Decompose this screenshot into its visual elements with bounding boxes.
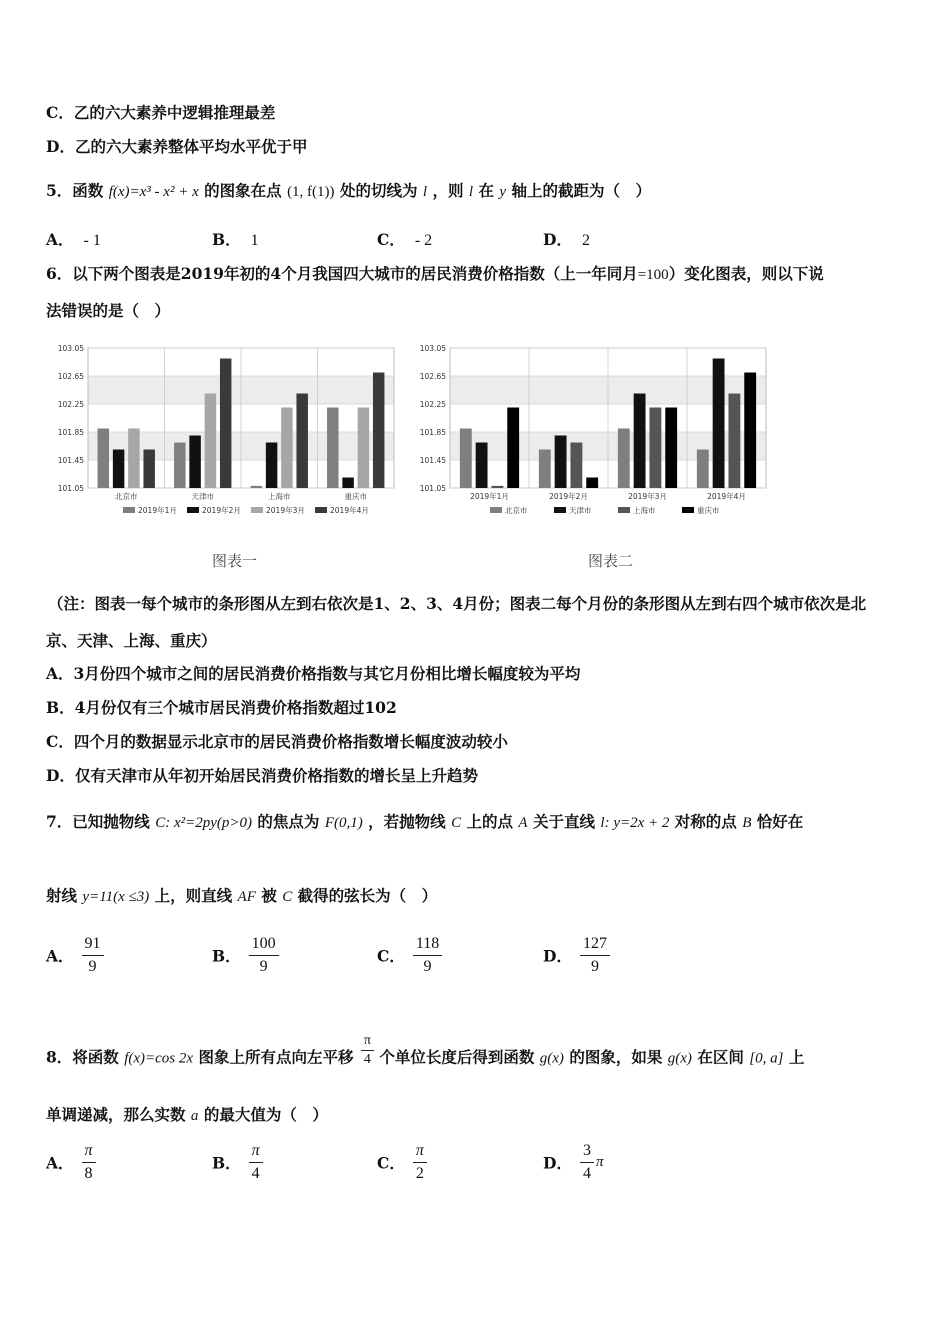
q6-eq: =100	[637, 267, 669, 283]
chart1-ytick-label: 101.05	[57, 484, 84, 493]
q7-option-0	[46, 933, 104, 978]
fraction-denominator: 4	[251, 1165, 260, 1182]
q6-option-d: D．仅有天津市从年初开始居民消费价格指数的增长呈上升趋势	[46, 766, 478, 785]
q8-text-f: 上	[788, 1047, 805, 1067]
q8-option-label: C．	[377, 1153, 405, 1173]
q7-option-fraction	[580, 933, 610, 978]
chart2-bar	[665, 408, 677, 489]
q7-option-label: A．	[46, 946, 74, 966]
q5-option-0	[46, 228, 101, 250]
chart2-bar	[728, 394, 740, 489]
q6-option-c: C．四个月的数据显示北京市的居民消费价格指数增长幅度波动较小	[46, 732, 508, 751]
chart1-legend-swatch	[123, 507, 135, 513]
q8-option-fraction	[580, 1140, 594, 1185]
chart1-bar	[205, 394, 216, 489]
q8-shift-num: π	[361, 1032, 374, 1051]
q8-text-b: 图象上所有点向左平移	[198, 1047, 354, 1067]
q5-option-value: - 2	[414, 232, 433, 249]
q5-text-b: 的图象在点	[204, 181, 282, 200]
fraction-numerator: 91	[82, 933, 104, 956]
fraction-denominator: 8	[84, 1165, 93, 1182]
q7-option-2	[377, 933, 442, 978]
chart1-bar	[113, 450, 124, 489]
chart2-ytick-label: 101.05	[419, 484, 446, 493]
q5-text-f: 轴上的截距为（ ）	[511, 181, 651, 200]
chart2-bar	[618, 429, 630, 489]
chart2-ytick-label: 101.45	[419, 456, 446, 465]
chart2-bar	[570, 443, 582, 489]
q8-text-h: 单调递减，那么实数	[46, 1105, 186, 1124]
chart1-category-label: 天津市	[191, 492, 214, 501]
q8-var-a: a	[190, 1108, 199, 1124]
q7-var-a: A	[518, 815, 528, 831]
chart1-bar	[342, 478, 353, 489]
chart1-legend-swatch	[251, 507, 263, 513]
chart2-category-label: 2019年3月	[628, 492, 667, 501]
q8-option-3	[543, 1140, 603, 1185]
question-5	[46, 180, 651, 203]
chart2-bar	[586, 478, 598, 489]
q7-text-b: 的焦点为	[257, 812, 320, 831]
q7-ray-expr: y=11(x ≤3)	[82, 889, 150, 905]
q5-option-label: D．	[543, 230, 572, 249]
q7-focus-expr: F(0,1)	[324, 815, 363, 831]
q7-text-a: 7．已知抛物线	[46, 812, 150, 831]
fraction-numerator: 118	[413, 933, 442, 956]
fraction-numerator: π	[413, 1140, 427, 1163]
chart1-bar	[174, 443, 185, 489]
q7-option-3	[543, 933, 610, 978]
chart2-ytick-label: 102.25	[419, 400, 446, 409]
chart1-bar	[327, 408, 338, 489]
q8-option-fraction	[413, 1140, 427, 1185]
q5-function-expr: f(x)=x³ - x² + x	[108, 184, 199, 200]
q5-option-1	[212, 228, 259, 250]
chart2-bar	[555, 436, 567, 489]
chart1-legend-label: 2019年2月	[202, 506, 241, 515]
chart2-category-label: 2019年2月	[549, 492, 588, 501]
q5-option-value: - 1	[83, 232, 101, 249]
chart1-ytick-label: 103.05	[57, 344, 84, 353]
q8-g-expr: g(x)	[539, 1050, 564, 1067]
chart1-legend-swatch	[315, 507, 327, 513]
fraction-numerator: 3	[580, 1140, 594, 1163]
chart2-legend-label: 北京市	[505, 506, 528, 515]
q5-option-value: 1	[250, 232, 259, 249]
question-7-line1	[46, 811, 803, 834]
chart2-bar	[476, 443, 488, 489]
q7-var-b: B	[742, 815, 752, 831]
chart2-legend-swatch	[490, 507, 502, 513]
q5-option-label: C．	[377, 230, 405, 249]
chart1-bar	[143, 450, 154, 489]
q6-option-a: A．3月份四个城市之间的居民消费价格指数与其它月份相比增长幅度较为平均	[46, 664, 581, 683]
q5-option-label: B．	[212, 230, 241, 249]
prev-option-c: C．乙的六大素养中逻辑推理最差	[46, 103, 276, 122]
chart1-ytick-label: 101.85	[57, 428, 84, 437]
q8-interval: [0, a]	[749, 1050, 784, 1067]
q7-option-label: D．	[543, 946, 572, 966]
chart1-bar	[98, 429, 109, 489]
fraction-denominator: 2	[415, 1165, 424, 1182]
chart2-ytick-label: 103.05	[419, 344, 446, 353]
fraction-numerator: 100	[249, 933, 279, 956]
q7-parabola-expr: C: x²=2py(p>0)	[155, 815, 252, 831]
fraction-denominator: 4	[582, 1165, 591, 1182]
q7-line-expr: l: y=2x + 2	[600, 815, 670, 831]
chart2-bar	[634, 394, 646, 489]
fraction-denominator: 9	[88, 958, 97, 975]
prev-option-d: D．乙的六大素养整体平均水平优于甲	[46, 137, 308, 156]
q7-option-fraction	[82, 933, 104, 978]
chart1-category-label: 北京市	[115, 492, 138, 501]
q7-text-k: 截得的弦长为（ ）	[297, 886, 438, 905]
q8-text-c: 个单位长度后得到函数	[379, 1047, 535, 1067]
chart2-bar	[507, 408, 519, 489]
q8-option-1	[212, 1140, 263, 1185]
q5-option-2	[377, 228, 432, 250]
q7-option-fraction	[249, 933, 279, 978]
q5-text-c: 处的切线为	[339, 181, 418, 200]
chart1-bar	[296, 394, 307, 489]
q5-var-l: l	[422, 184, 428, 200]
q8-g-expr2: g(x)	[667, 1050, 692, 1067]
q7-text-e: 关于直线	[532, 812, 595, 831]
chart2-bar	[744, 373, 756, 489]
question-8-line2	[46, 1104, 328, 1127]
q8-option-label: A．	[46, 1153, 74, 1173]
fraction-denominator: 9	[590, 958, 599, 975]
chart2-legend-label: 上海市	[633, 506, 656, 515]
q5-option-3	[543, 228, 590, 250]
q6-option-b: B．4月份仅有三个城市居民消费价格指数超过102	[46, 698, 397, 717]
chart2-legend-label: 天津市	[569, 506, 592, 515]
chart1-category-label: 上海市	[268, 492, 291, 501]
q5-var-l2: l	[468, 184, 474, 200]
q8-text-i: 的最大值为（ ）	[203, 1105, 328, 1124]
chart2-bar	[697, 450, 709, 489]
chart1-legend-label: 2019年4月	[330, 506, 369, 515]
chart1-legend-swatch	[187, 507, 199, 513]
q5-option-value: 2	[581, 232, 590, 249]
chart2-legend-swatch	[682, 507, 694, 513]
chart2-bar	[539, 450, 551, 489]
q7-text-d: 上的点	[466, 812, 513, 831]
chart1-legend-label: 2019年1月	[138, 506, 177, 515]
chart1-legend-label: 2019年3月	[266, 506, 305, 515]
q5-text-e: 在	[478, 181, 494, 200]
q8-option-fraction	[249, 1140, 263, 1185]
q7-text-i: 上，则直线	[154, 886, 233, 905]
question-6-line2: 法错误的是（ ）	[46, 301, 171, 320]
chart-one	[50, 340, 400, 525]
chart2-bar	[460, 429, 472, 489]
q7-option-label: C．	[377, 946, 405, 966]
q7-var-c2: C	[282, 889, 293, 905]
q5-var-y: y	[499, 184, 507, 200]
chart1-bar	[281, 408, 292, 489]
q7-text-j: 被	[261, 886, 277, 905]
q8-option-suffix: π	[595, 1154, 604, 1170]
note-line1: （注：图表一每个城市的条形图从左到右依次是1、2、3、4月份；图表二每个月份的条形图从左到右四个城市依次是北	[48, 594, 867, 613]
q8-option-label: B．	[212, 1153, 241, 1173]
chart2-bar	[491, 486, 503, 488]
chart2-bar	[713, 359, 725, 489]
q8-shift-den: 4	[363, 1052, 371, 1067]
question-7-line2	[46, 885, 437, 908]
chart1-bar	[220, 359, 231, 489]
chart1-bar	[266, 443, 277, 489]
chart1-caption: 图表一	[212, 552, 258, 570]
q8-text-a: 8．将函数	[46, 1047, 119, 1067]
chart2-caption: 图表二	[588, 552, 634, 570]
chart1-ytick-label: 101.45	[57, 456, 84, 465]
q7-option-1	[212, 933, 279, 978]
chart2-legend-label: 重庆市	[697, 506, 720, 515]
chart2-ytick-label: 101.85	[419, 428, 446, 437]
q7-option-fraction	[413, 933, 442, 978]
q5-option-label: A．	[46, 230, 74, 249]
note-line2: 京、天津、上海、重庆）	[46, 631, 217, 650]
chart2-bar	[649, 408, 661, 489]
chart1-ytick-label: 102.25	[57, 400, 84, 409]
fraction-numerator: π	[82, 1140, 96, 1163]
chart2-legend-swatch	[554, 507, 566, 513]
chart1-bar	[373, 373, 384, 489]
q8-text-d: 的图象，如果	[569, 1047, 663, 1067]
chart2-legend-swatch	[618, 507, 630, 513]
q8-option-fraction	[82, 1140, 96, 1185]
chart1-bar	[189, 436, 200, 489]
q8-text-e: 在区间	[697, 1047, 744, 1067]
q5-text-d: ，则	[432, 181, 464, 200]
chart1-ytick-label: 102.65	[57, 372, 84, 381]
fraction-numerator: π	[249, 1140, 263, 1163]
chart2-ytick-label: 102.65	[419, 372, 446, 381]
q6-text-b: ）变化图表，则以下说	[668, 264, 824, 283]
question-8-line1	[46, 1033, 805, 1077]
chart1-bar	[358, 408, 369, 489]
q8-option-2	[377, 1140, 427, 1185]
chart2-category-label: 2019年1月	[470, 492, 509, 501]
chart1-bar	[128, 429, 139, 489]
fraction-denominator: 9	[259, 958, 268, 975]
fraction-numerator: 127	[580, 933, 610, 956]
q8-shift-fraction	[361, 1032, 374, 1069]
q7-option-label: B．	[212, 946, 241, 966]
q5-text-a: 5．函数	[46, 181, 104, 200]
chart-two	[412, 340, 772, 525]
q7-text-g: 恰好在	[756, 812, 804, 831]
q7-var-c: C	[451, 815, 462, 831]
q7-text-c: ，若抛物线	[368, 812, 446, 831]
fraction-denominator: 9	[423, 958, 432, 975]
q8-function-expr: f(x)=cos 2x	[124, 1050, 194, 1067]
q6-text-a: 6．以下两个图表是2019年初的4个月我国四大城市的居民消费价格指数（上一年同月	[46, 264, 638, 283]
chart1-category-label: 重庆市	[344, 492, 367, 501]
q7-text-f: 对称的点	[674, 812, 737, 831]
question-6-line1	[46, 263, 824, 286]
q8-option-label: D．	[543, 1153, 572, 1173]
chart1-bar	[251, 486, 262, 488]
q7-var-af: AF	[237, 889, 256, 905]
q7-text-h: 射线	[46, 886, 78, 905]
q8-option-0	[46, 1140, 96, 1185]
q5-point-expr: (1, f(1))	[287, 184, 335, 200]
chart2-category-label: 2019年4月	[707, 492, 746, 501]
